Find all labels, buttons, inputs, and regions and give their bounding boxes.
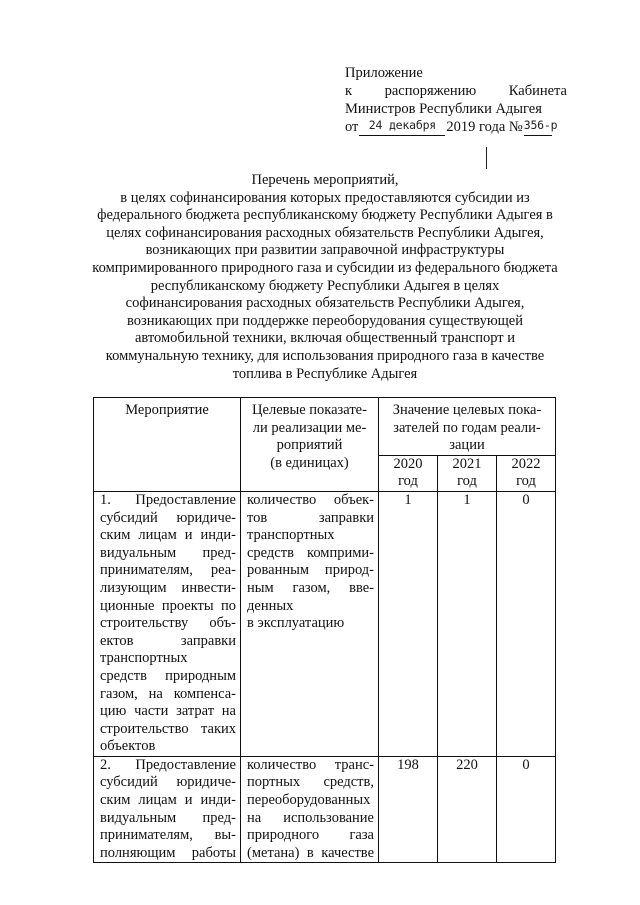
appendix-word: Кабинета [508,83,567,99]
row-value-2020: 198 [379,756,438,863]
activities-table [93,397,556,863]
handwritten-number: 356-р [523,118,558,132]
row-activity: 1. Предоставление субсидий юридиче- ским лицам и инди- видуальным пред- принимателям, реа- лизующим инвести- ционные проекты по строительству объ- ектов заправки транспортных средств природным газом, на компенса- цию части затрат на строительство таких объектов [94,491,241,756]
header-year-2021: 2021 год [438,455,497,491]
table-header-row [94,398,556,456]
row-value-2022: 0 [497,491,556,756]
row-activity: 2. Предоставление субсидий юридиче- ским лицам и инди- видуальным пред- принимателям, вы- полняющим работы [94,756,241,863]
order-date-line [345,118,567,136]
header-year-2020: 2020 год [379,455,438,491]
title-line: республиканскому бюджету Республики Адыгея в целях [150,277,500,294]
row-indicator: количество объек- тов заправки транспортных средств комприми- рованным природ- ным газом, вве- денных в эксплуатацию [241,491,379,756]
appendix-line-3: Министров Республики Адыгея [345,101,542,117]
appendix-note [345,64,567,136]
appendix-line-1: Приложение [345,65,423,81]
date-blank [359,120,445,136]
header-values: Значение целевых пока- зателей по годам реали- зации [379,398,556,456]
table-row [94,756,556,863]
date-prefix: от [345,119,359,135]
table-row [94,491,556,756]
title-line: федерального бюджета республиканскому бюджету Республики Адыгея в [97,207,553,224]
row-value-2021: 1 [438,491,497,756]
title-line: компримированного природного газа и субсидии из федерального бюджета [92,259,558,276]
header-indicators: Целевые показате- ли реализации ме- роприятий (в единицах) [241,398,379,492]
handwritten-date: 24 декабря [368,118,437,132]
title-line: в целях софинансирования которых предоставляются субсидии из [120,189,530,206]
appendix-word: к [345,83,353,99]
margin-mark [486,147,487,169]
row-value-2020: 1 [379,491,438,756]
row-value-2021: 220 [438,756,497,863]
year-text: 2019 года № [446,119,523,135]
title-line: софинансирования расходных обязательств Республики Адыгея, [125,295,525,312]
title-line: целях софинансирования расходных обязательств Республики Адыгея, [106,224,544,241]
title-line: возникающих при развитии заправочной инфраструктуры [145,242,505,259]
title-line: коммунальную технику, для использования природного газа в качестве [105,347,545,364]
title-line: Перечень мероприятий, [251,172,399,188]
header-year-2022: 2022 год [497,455,556,491]
title-line: топлива в Республике Адыгея [232,365,418,382]
number-blank [523,118,558,136]
appendix-line-2 [345,82,567,100]
title-line: автомобильной техники, включая общественный транспорт и [134,330,516,347]
appendix-word: распоряжению [384,83,477,99]
row-indicator: количество транс- портных средств, переоборудованных на использование природного газа (метана) в качестве [241,756,379,863]
title-line: возникающих при поддержке переоборудования существующей [126,312,524,329]
header-activity: Мероприятие [94,398,241,492]
row-value-2022: 0 [497,756,556,863]
document-title [80,172,570,383]
